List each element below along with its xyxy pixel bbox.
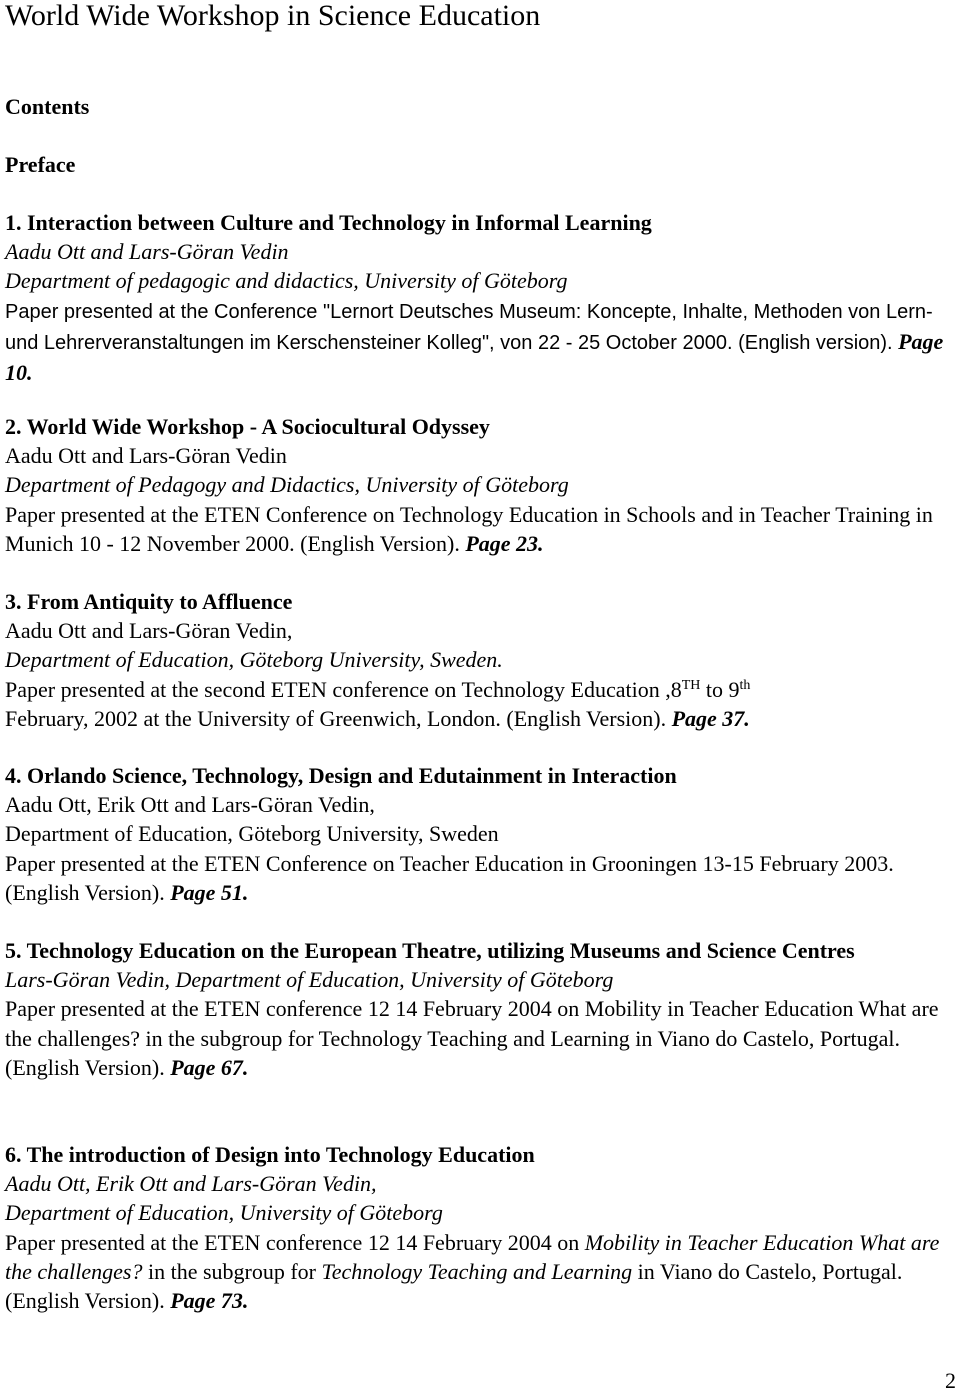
entry-department: Department of Pedagogy and Didactics, University of Göteborg bbox=[5, 472, 569, 498]
document-title: World Wide Workshop in Science Education bbox=[5, 0, 541, 32]
entry-department: Department of pedagogic and didactics, University of Göteborg bbox=[5, 268, 568, 294]
entry-paper-description: Paper presented at the Conference "Lernort Deutsches Museum: Koncepte, Inhalte, Methoden von Lern- und Lehrerveranstaltungen im Kerschensteiner Kolleg", von 22 - 25 October 2000. (English version). bbox=[5, 300, 933, 354]
entry-paper-description: Paper presented at the ETEN conference 12 14 February 2004 on Mobility in Teacher Education What are the challenges? in the subgroup for Technology Teaching and Learning in Viano do Castelo, Portugal. (English Version). Page 73. bbox=[5, 1229, 940, 1314]
page-number: 2 bbox=[945, 1368, 956, 1393]
toc-entry-2 bbox=[5, 412, 957, 558]
entry-page-reference: Page 37. bbox=[671, 705, 750, 731]
entry-authors: Aadu Ott and Lars-Göran Vedin bbox=[5, 239, 289, 265]
entry-title: 5. Technology Education on the European Theatre, utilizing Museums and Science Centres bbox=[5, 938, 855, 963]
entry-authors: Lars-Göran Vedin, Department of Education, University of Göteborg bbox=[5, 967, 614, 993]
contents-heading: Contents bbox=[5, 94, 90, 119]
entry-page-reference: Page 73. bbox=[170, 1288, 249, 1314]
entry-title: 1. Interaction between Culture and Technology in Informal Learning bbox=[5, 210, 652, 235]
toc-entry-1 bbox=[5, 208, 957, 387]
entry-paper-description: Paper presented at the ETEN Conference on Teacher Education in Grooningen 13-15 February 2003. (English Version). bbox=[5, 850, 894, 905]
entry-authors: Aadu Ott and Lars-Göran Vedin, bbox=[5, 618, 293, 644]
entry-paper-description: Paper presented at the ETEN Conference on Technology Education in Schools and in Teacher Training in Munich 10 - 12 November 2000. (English Version). bbox=[5, 501, 933, 556]
toc-entry-3 bbox=[5, 587, 957, 733]
entry-authors: Aadu Ott, Erik Ott and Lars-Göran Vedin, bbox=[5, 1171, 377, 1197]
entry-page-reference: Page 51. bbox=[170, 879, 249, 905]
preface-heading: Preface bbox=[5, 152, 76, 177]
entry-paper-description-cont: February, 2002 at the University of Greenwich, London. (English Version). bbox=[5, 705, 667, 731]
entry-department: Department of Education, Göteborg University, Sweden bbox=[5, 821, 499, 847]
entry-title: 3. From Antiquity to Affluence bbox=[5, 589, 293, 614]
entry-page-reference: Page 23. bbox=[465, 530, 544, 556]
entry-authors: Aadu Ott and Lars-Göran Vedin bbox=[5, 443, 287, 469]
toc-entry-4 bbox=[5, 761, 957, 907]
entry-page-reference: Page 10. bbox=[5, 328, 944, 386]
entry-page-reference: Page 67. bbox=[170, 1054, 249, 1080]
toc-entry-6 bbox=[5, 1140, 957, 1315]
entry-department: Department of Education, University of Göteborg bbox=[5, 1200, 443, 1226]
entry-title: 2. World Wide Workshop - A Sociocultural Odyssey bbox=[5, 414, 490, 439]
entry-paper-description: Paper presented at the ETEN conference 12 14 February 2004 on Mobility in Teacher Education What are the challenges? in the subgroup for Technology Teaching and Learning in Viano do Castelo, Portugal. (English Version). bbox=[5, 996, 939, 1080]
entry-title: 6. The introduction of Design into Technology Education bbox=[5, 1142, 535, 1167]
entry-department: Department of Education, Göteborg University, Sweden. bbox=[5, 647, 503, 673]
entry-title: 4. Orlando Science, Technology, Design and Edutainment in Interaction bbox=[5, 763, 677, 788]
entry-authors: Aadu Ott, Erik Ott and Lars-Göran Vedin, bbox=[5, 792, 375, 818]
toc-entry-5 bbox=[5, 936, 957, 1082]
entry-paper-description: Paper presented at the second ETEN conference on Technology Education ,8TH to 9th bbox=[5, 676, 751, 702]
